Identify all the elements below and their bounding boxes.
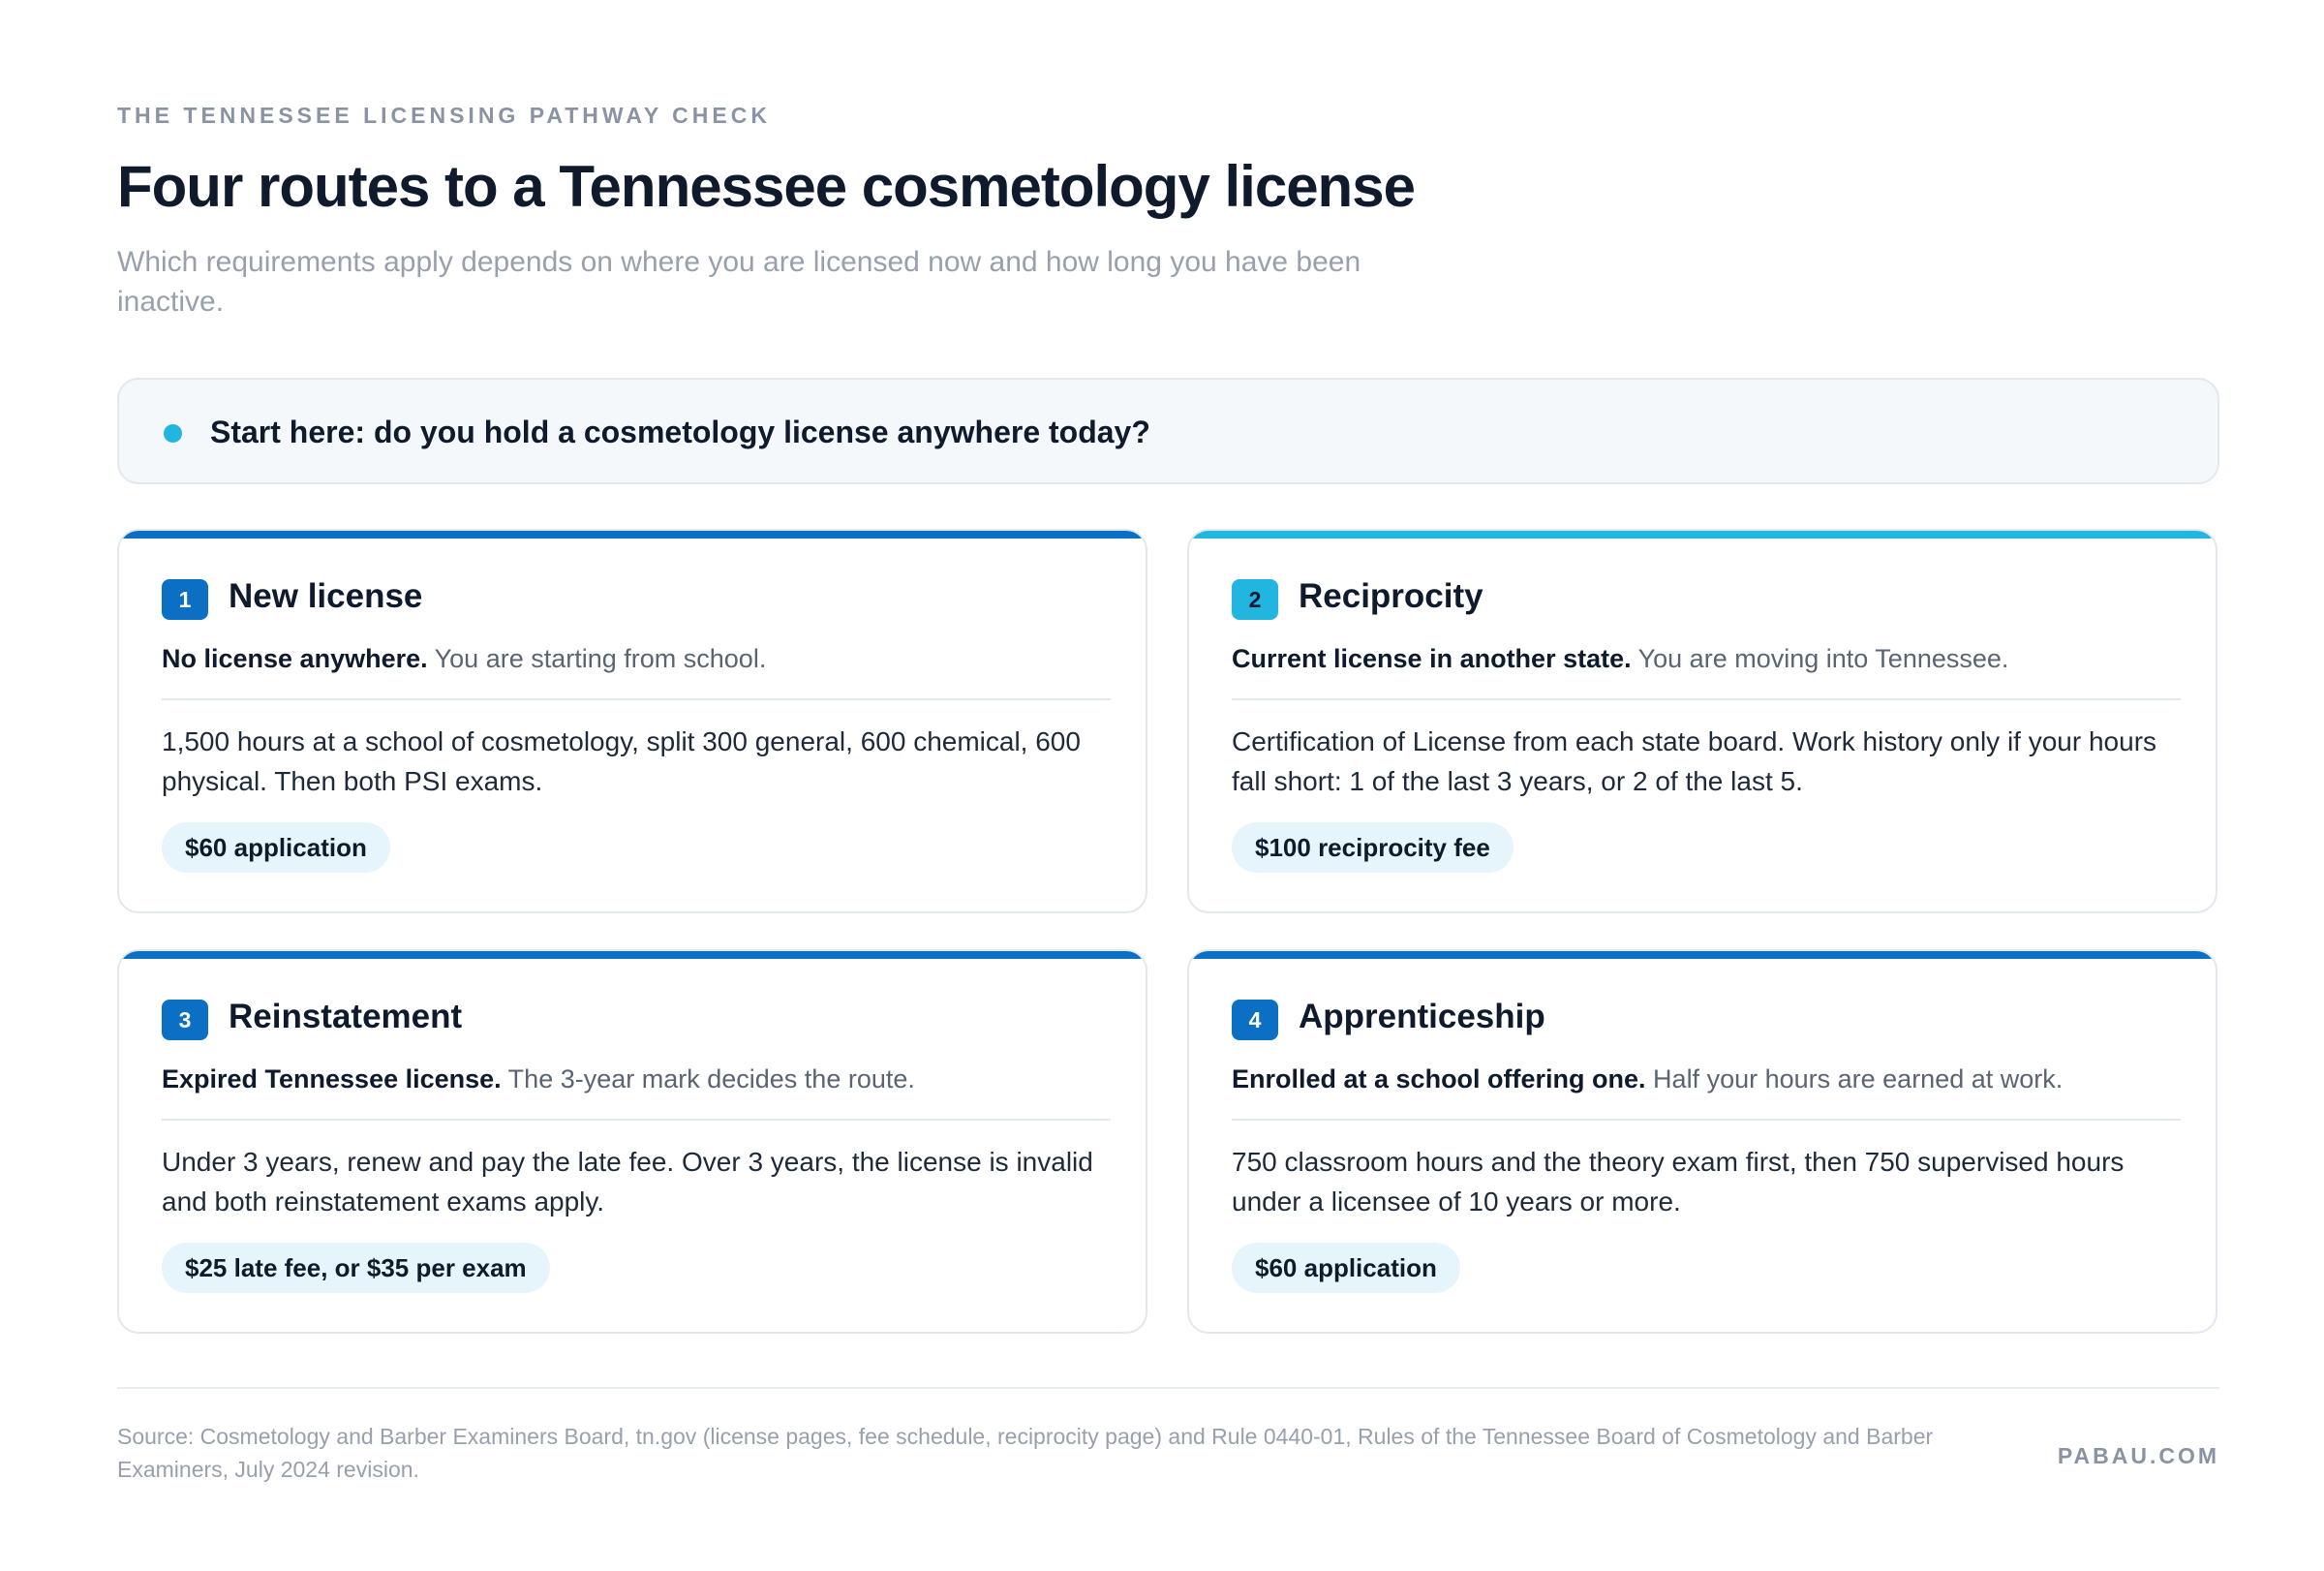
card-fee-chip: $100 reciprocity fee — [1232, 822, 1514, 873]
card-body: 750 classroom hours and the theory exam first, then 750 supervised hours under a licensee of 10 years or more. — [1232, 1147, 2125, 1217]
card-title: Apprenticeship — [1299, 998, 1545, 1035]
card-lead — [1232, 1064, 2181, 1094]
page-subtitle: Which requirements apply depends on where you are licensed now and how long you have been inactive. — [117, 246, 1361, 318]
card-title: Reinstatement — [229, 998, 463, 1035]
card-lead-rest: You are starting from school. — [427, 644, 767, 673]
card-lead-bold: Enrolled at a school offering one. — [1232, 1064, 1646, 1094]
route-card-reinstatement — [117, 949, 1147, 1334]
card-divider — [1232, 1119, 2181, 1121]
card-body: 1,500 hours at a school of cosmetology, split 300 general, 600 chemical, 600 physical. Then both PSI exams. — [162, 726, 1081, 796]
start-dot-icon — [164, 424, 182, 443]
card-accent-bar — [1189, 531, 2216, 539]
footer-divider — [117, 1387, 2219, 1389]
route-card-new-license — [117, 529, 1147, 913]
card-accent-bar — [119, 951, 1146, 959]
card-accent-bar — [119, 531, 1146, 539]
card-lead-bold: Current license in another state. — [1232, 644, 1632, 673]
start-question-box — [117, 378, 2219, 484]
card-number-badge: 3 — [162, 1000, 208, 1040]
card-number-badge: 4 — [1232, 1000, 1278, 1040]
source-note: Source: Cosmetology and Barber Examiners Board, tn.gov (license pages, fee schedule, reciprocity page) and Rule 0440-01, Rules of the Tennessee Board of Cosmetology and Barber Examiners, July 2024 revision. — [117, 1424, 1934, 1482]
card-body: Under 3 years, renew and pay the late fee. Over 3 years, the license is invalid and both reinstatement exams apply. — [162, 1147, 1093, 1217]
card-lead — [1232, 644, 2181, 674]
page-title: Four routes to a Tennessee cosmetology license — [117, 154, 1415, 219]
start-question-text: Start here: do you hold a cosmetology license anywhere today? — [210, 415, 1150, 449]
card-title: New license — [229, 577, 423, 615]
card-title: Reciprocity — [1299, 577, 1483, 615]
card-fee-chip: $60 application — [162, 822, 390, 873]
card-fee-chip: $60 application — [1232, 1243, 1460, 1293]
card-fee-chip: $25 late fee, or $35 per exam — [162, 1243, 550, 1293]
card-body: Certification of License from each state board. Work history only if your hours fall short: 1 of the last 3 years, or 2 of the last 5. — [1232, 726, 2157, 796]
card-divider — [162, 698, 1111, 700]
card-accent-bar — [1189, 951, 2216, 959]
brand-wordmark: PABAU.COM — [2057, 1443, 2219, 1468]
card-lead-bold: Expired Tennessee license. — [162, 1064, 502, 1094]
card-lead-bold: No license anywhere. — [162, 644, 428, 673]
card-lead-rest: The 3-year mark decides the route. — [501, 1064, 915, 1094]
card-number-badge: 1 — [162, 579, 208, 620]
card-number-badge: 2 — [1232, 579, 1278, 620]
card-lead — [162, 644, 1111, 674]
route-card-apprenticeship — [1187, 949, 2217, 1334]
route-card-reciprocity — [1187, 529, 2217, 913]
card-divider — [1232, 698, 2181, 700]
card-lead-rest: You are moving into Tennessee. — [1631, 644, 2009, 673]
eyebrow-label: THE TENNESSEE LICENSING PATHWAY CHECK — [117, 103, 771, 128]
card-lead-rest: Half your hours are earned at work. — [1645, 1064, 2064, 1094]
card-divider — [162, 1119, 1111, 1121]
card-lead — [162, 1064, 1111, 1094]
